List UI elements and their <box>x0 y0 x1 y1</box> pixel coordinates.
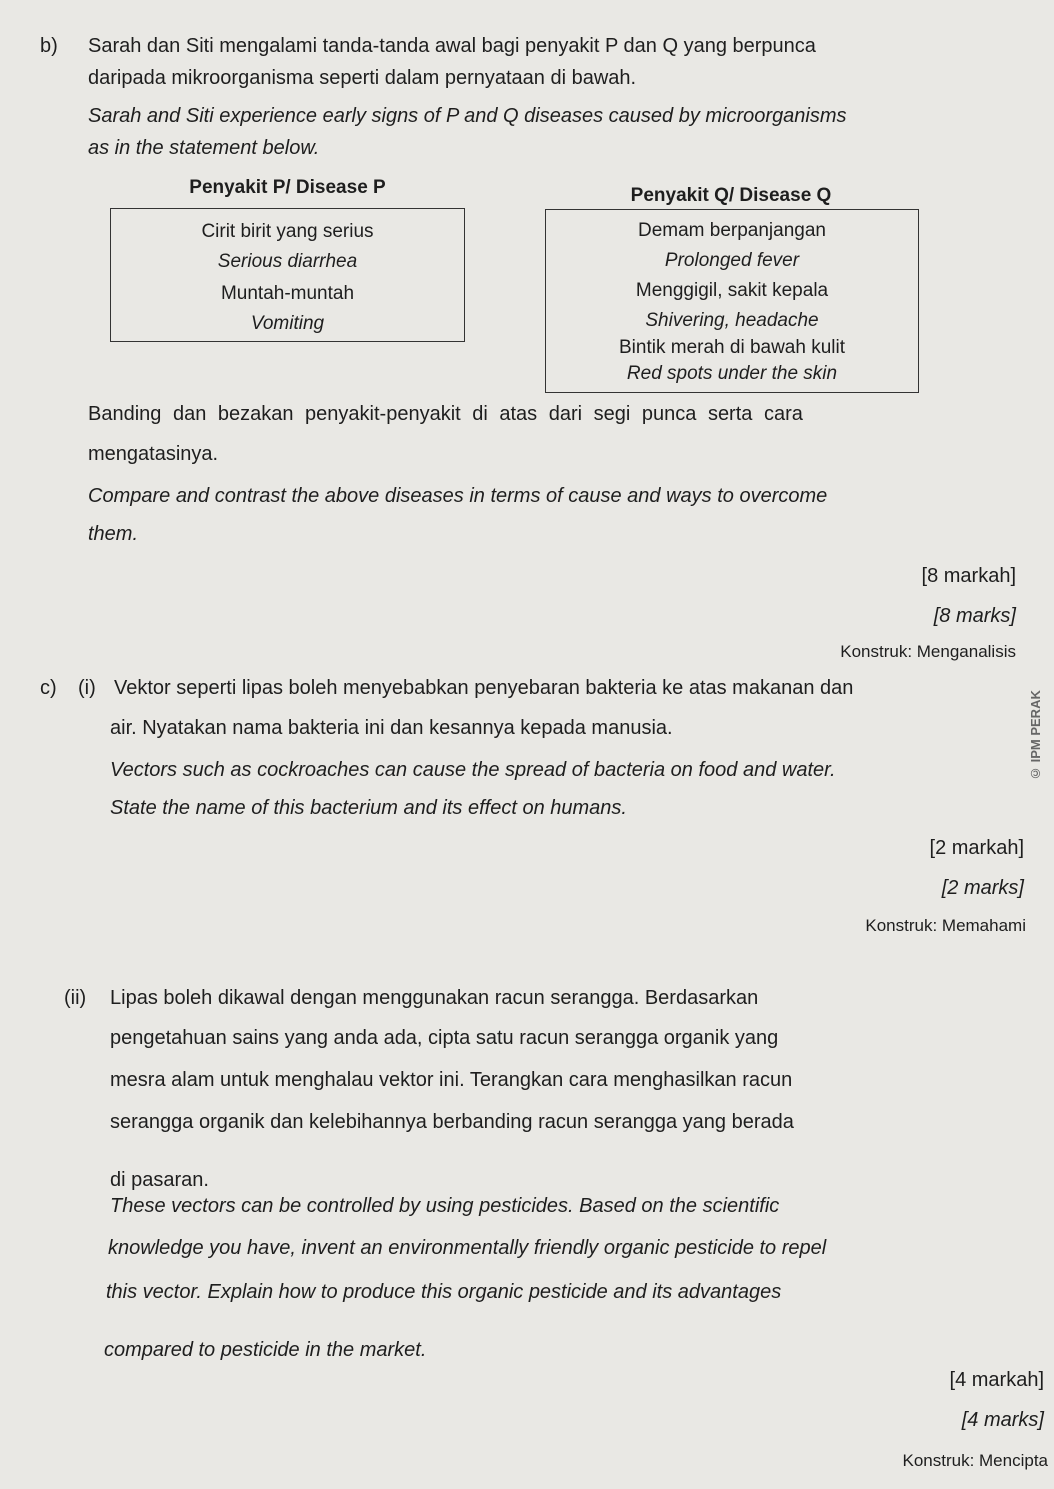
disease-p-line: Serious diarrhea <box>217 251 358 272</box>
disease-q-line: Bintik merah di bawah kulit <box>619 337 845 358</box>
question-b-ms-line-2: mengatasinya. <box>88 443 219 465</box>
c-ii-ms-line-3: mesra alam untuk menghalau vektor ini. Terangkan cara menghasilkan racun <box>110 1069 793 1091</box>
marks-b-en: [8 marks] <box>933 605 1016 627</box>
marks-c-i-en: [2 marks] <box>941 877 1024 899</box>
part-b-label: b) <box>40 35 58 57</box>
c-i-en-line-2: State the name of this bacterium and its effect on humans. <box>110 797 627 819</box>
disease-p-box <box>110 208 465 342</box>
disease-p-line: Muntah-muntah <box>220 283 355 304</box>
part-c-i-label: (i) <box>78 677 96 699</box>
disease-q-line: Shivering, headache <box>645 310 819 331</box>
c-ii-en-line-3: this vector. Explain how to produce this organic pesticide and its advantages <box>106 1281 782 1303</box>
disease-q-box <box>545 209 919 393</box>
part-c-label: c) <box>40 677 57 699</box>
marks-b-ms: [8 markah] <box>921 565 1016 587</box>
part-c-ii-label: (ii) <box>64 987 87 1009</box>
disease-q-line: Prolonged fever <box>664 250 800 271</box>
c-ii-en-line-1: These vectors can be controlled by using pesticides. Based on the scientific <box>110 1195 780 1217</box>
disease-p-line: Cirit birit yang serius <box>201 221 374 242</box>
watermark: © IPM PERAK <box>1028 690 1043 782</box>
c-ii-ms-line-5: di pasaran. <box>110 1169 209 1191</box>
disease-q-line: Demam berpanjangan <box>637 220 826 241</box>
intro-en-line-2: as in the statement below. <box>88 137 320 159</box>
c-ii-ms-line-1: Lipas boleh dikawal dengan menggunakan racun serangga. Berdasarkan <box>110 987 759 1009</box>
marks-c-ii-ms: [4 markah] <box>949 1369 1044 1391</box>
question-b-en-line-1: Compare and contrast the above diseases in terms of cause and ways to overcome <box>88 485 828 507</box>
disease-p-line: Vomiting <box>250 313 325 334</box>
intro-ms-line-1: Sarah dan Siti mengalami tanda-tanda awal bagi penyakit P dan Q yang berpunca <box>88 35 816 57</box>
disease-q-heading: Penyakit Q/ Disease Q <box>630 185 832 206</box>
construct-c-i: Konstruk: Memahami <box>865 916 1026 935</box>
construct-c-ii: Konstruk: Mencipta <box>902 1451 1048 1470</box>
c-ii-en-line-4: compared to pesticide in the market. <box>104 1339 427 1361</box>
disease-q-line: Red spots under the skin <box>626 363 838 384</box>
c-ii-ms-line-2: pengetahuan sains yang anda ada, cipta satu racun serangga organik yang <box>110 1027 779 1049</box>
c-i-ms-line-1: Vektor seperti lipas boleh menyebabkan penyebaran bakteria ke atas makanan dan <box>114 677 854 699</box>
c-ii-en-line-2: knowledge you have, invent an environmentally friendly organic pesticide to repel <box>108 1237 827 1259</box>
disease-p-heading: Penyakit P/ Disease P <box>189 177 386 198</box>
c-ii-ms-line-4: serangga organik dan kelebihannya berbanding racun serangga yang berada <box>110 1111 794 1133</box>
c-i-en-line-1: Vectors such as cockroaches can cause the spread of bacteria on food and water. <box>110 759 836 781</box>
construct-b: Konstruk: Menganalisis <box>840 642 1016 661</box>
intro-en-line-1: Sarah and Siti experience early signs of P and Q diseases caused by microorganisms <box>88 105 847 127</box>
question-b-en-line-2: them. <box>88 523 139 545</box>
intro-ms-line-2: daripada mikroorganisma seperti dalam pernyataan di bawah. <box>88 67 637 89</box>
question-b-ms-line-1: Banding dan bezakan penyakit-penyakit di atas dari segi punca serta cara <box>88 403 803 425</box>
disease-q-line: Menggigil, sakit kepala <box>635 280 829 301</box>
marks-c-ii-en: [4 marks] <box>961 1409 1044 1431</box>
marks-c-i-ms: [2 markah] <box>929 837 1024 859</box>
c-i-ms-line-2: air. Nyatakan nama bakteria ini dan kesannya kepada manusia. <box>110 717 673 739</box>
